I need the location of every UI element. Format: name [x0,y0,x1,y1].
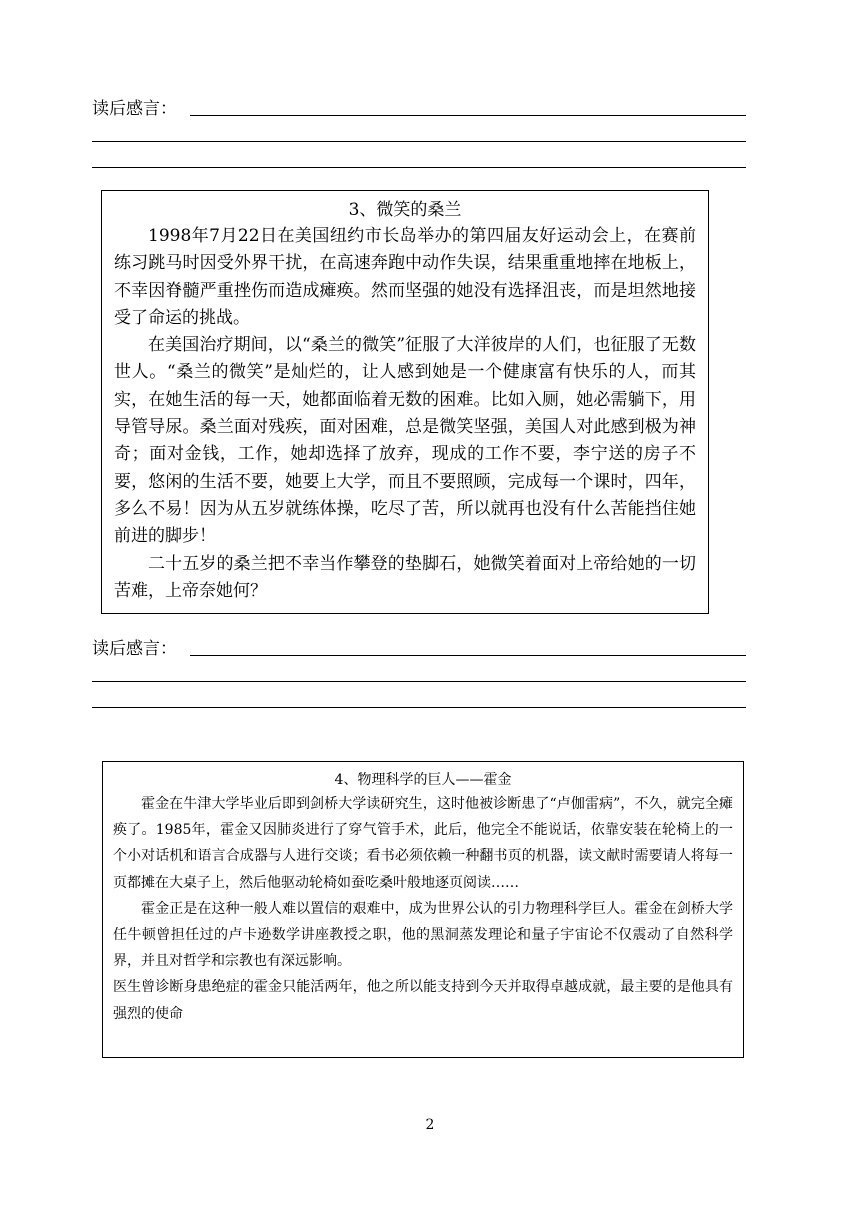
story-paragraph: 1998年7月22日在美国纽约市长岛举办的第四届友好运动会上，在赛前练习跳马时因受外界干扰，在高速奔跑中动作失误，结果重重地摔在地板上，不幸因脊髓严重挫伤而造成瘫痪。然而坚强的她没有选择沮丧，而是坦然地接受了命运的挑战。 [114,226,696,328]
reflection-line[interactable] [92,707,746,708]
reflection-line[interactable] [92,681,746,682]
story-paragraph: 霍金正是在这种一般人难以置信的艰难中，成为世界公认的引力物理科学巨人。霍金在剑桥大学任牛顿曾担任过的卢卡逊数学讲座教授之职，他的黑洞蒸发理论和量子宇宙论不仅震动了自然科学界，并且对哲学和宗教也有深远影响。 [113,900,733,970]
story-box-sanglan [101,190,709,614]
reflection-label: 读后感言： [92,639,177,659]
reflection-line[interactable] [190,115,746,116]
reflection-label-top: 读后感言： [92,99,177,119]
story-paragraph: 二十五岁的桑兰把不幸当作攀登的垫脚石，她微笑着面对上帝给她的一切苦难，上帝奈她何？ [114,553,696,601]
story-paragraph: 霍金在牛津大学毕业后即到剑桥大学读研究生，这时他被诊断患了“卢伽雷病”，不久，就完全瘫痪了。1985年，霍金又因肺炎进行了穿气管手术，此后，他完全不能说话，依靠安装在轮椅上的一个小对话机和语言合成器与人进行交谈；看书必须依赖一种翻书页的机器，读文献时需要请人将每一页都摊在大桌子上，然后他驱动轮椅如蚕吃桑叶般地逐页阅读…… [113,796,733,891]
story-title: 3、微笑的桑兰 [348,200,462,220]
reflection-line[interactable] [92,141,746,142]
story-paragraph: 在美国治疗期间，以“桑兰的微笑”征服了大洋彼岸的人们，也征服了无数世人。“桑兰的微笑”是灿烂的，让人感到她是一个健康富有快乐的人，而其实，在她生活的每一天，她都面临着无数的困难。比如入厕，她必需躺下，用导管导尿。桑兰面对残疾，面对困难，总是微笑坚强，美国人对此感到极为神奇；面对金钱，工作，她却选择了放弃，现成的工作不要，李宁送的房子不要，悠闲的生活不要，她要上大学，而且不要照顾，完成每一个课时，四年，多么不易！因为从五岁就练体操，吃尽了苦，所以就再也没有什么苦能挡住她前进的脚步！ [114,335,696,547]
story-title: 4、物理科学的巨人——霍金 [334,772,512,788]
story-box-hawking [102,761,744,1058]
reflection-line[interactable] [92,167,746,168]
reflection-line[interactable] [190,655,746,656]
page-number: 2 [425,1117,435,1133]
story-paragraph: 医生曾诊断身患绝症的霍金只能活两年，他之所以能支持到今天并取得卓越成就，最主要的是他具有强烈的使命 [113,979,733,1022]
